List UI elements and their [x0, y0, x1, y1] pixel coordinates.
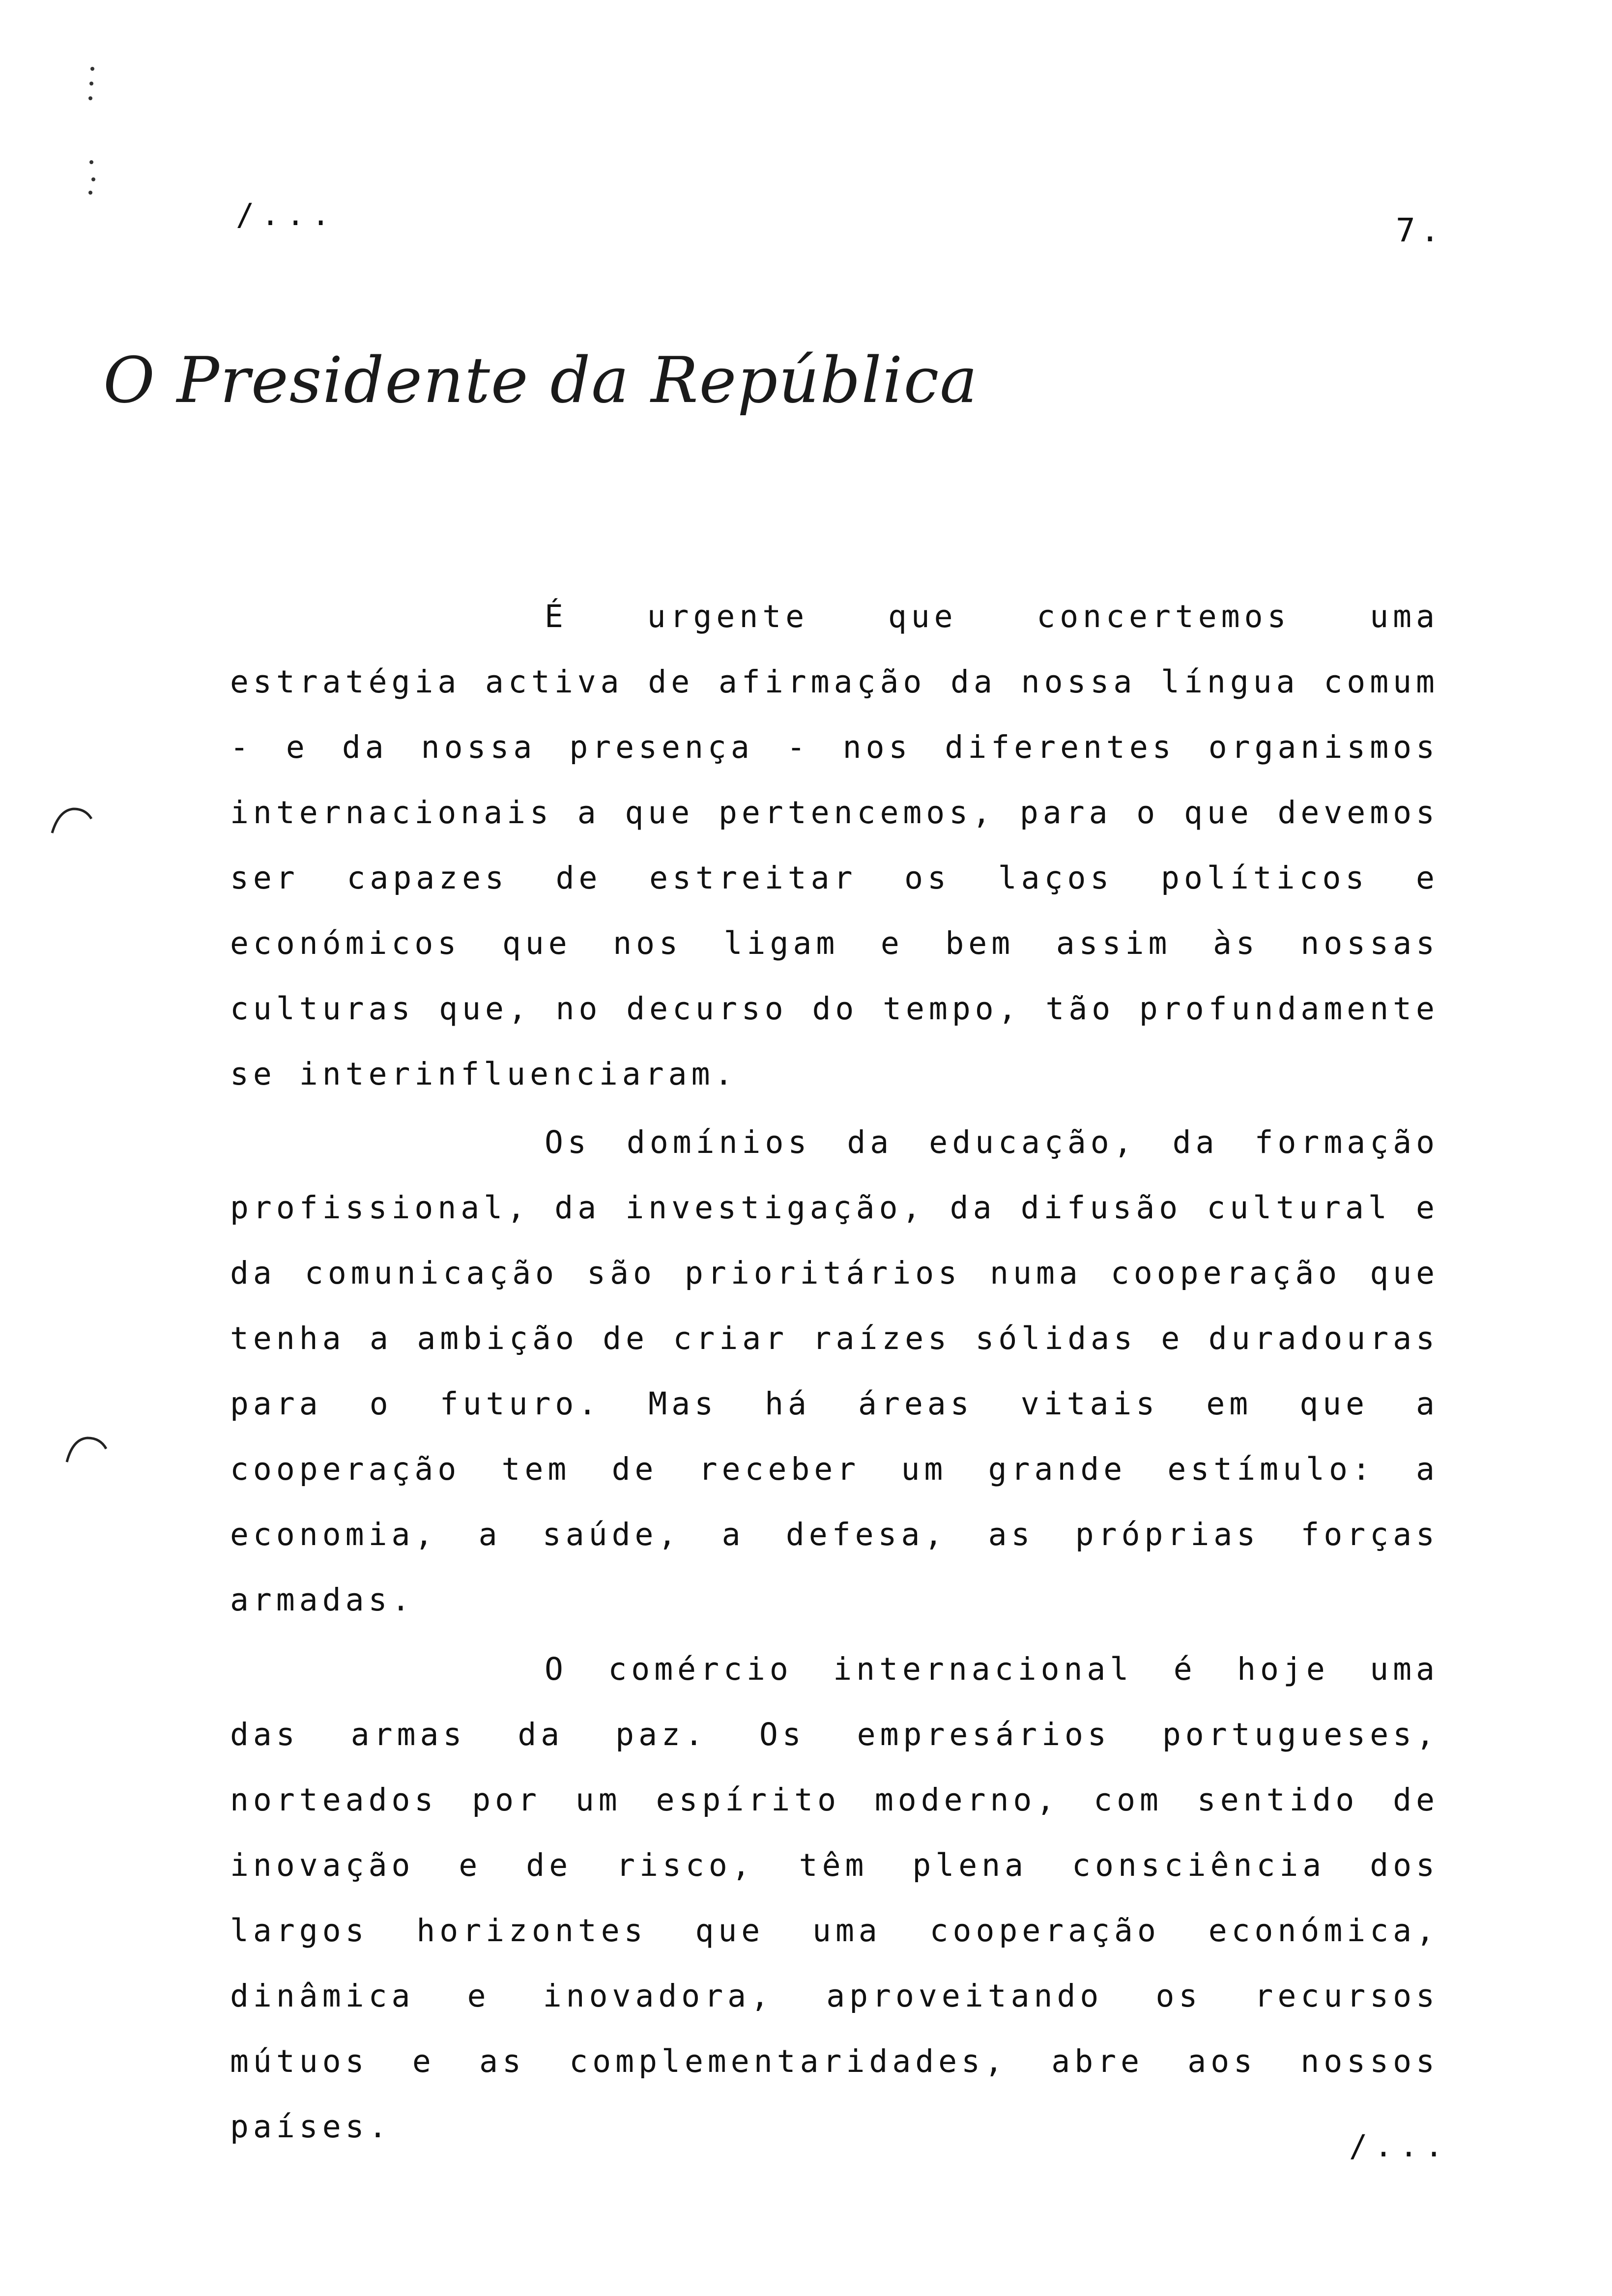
continuation-marker-top: /...: [236, 197, 337, 232]
paragraph-international-trade: O comércio internacional é hoje uma das armas da paz. Os empresários portugueses, norteados por um espírito moderno, com sentido de inovação e de risco, têm plena consciência dos largos horizontes que uma cooperação económica, dinâmica e inovadora, aproveitando os recursos mútuos e as complementaridades, abre aos nossos países.: [230, 1651, 1439, 2145]
paragraph-cooperation-domains: Os domínios da educação, da formação profissional, da investigação, da difusão cultural e da comunicação são prioritários numa cooperação que tenha a ambição de criar raízes sólidas e duradouras para o futuro. Mas há áreas vitais em que a cooperação tem de receber um grande estímulo: a economia, a saúde, a defesa, as próprias forças armadas.: [230, 1124, 1439, 1618]
page-number: 7.: [1396, 211, 1445, 249]
paragraph-strategy: É urgente que concertemos uma estratégia activa de afirmação da nossa língua comum - e da nossa presença - nos diferentes organismos internacionais a que pertencemos, para o que devemos ser capazes de estreitar os laços políticos e económicos que nos ligam e bem assim às nossas culturas que, no decurso do tempo, tão profundamente se interinfluenciaram.: [230, 599, 1439, 1092]
punch-hole-mark: [49, 806, 93, 835]
punch-hole-mark: [64, 1435, 108, 1464]
margin-marks: [87, 64, 97, 201]
letterhead: O Presidente da República: [103, 344, 979, 417]
continuation-marker-bottom: /...: [1349, 2128, 1450, 2164]
